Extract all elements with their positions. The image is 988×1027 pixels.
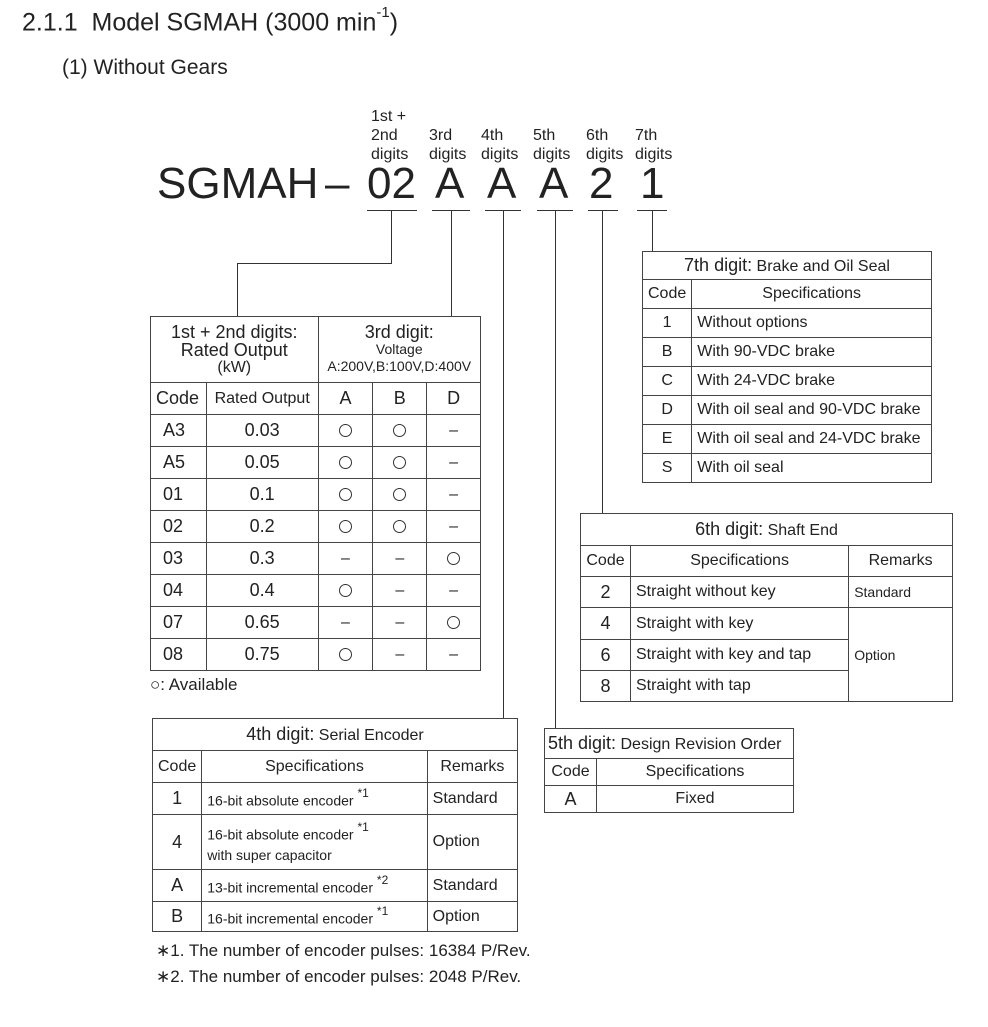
rated-output-header: 1st + 2nd digits: Rated Output (kW) xyxy=(151,317,319,383)
table-row xyxy=(581,577,953,608)
col-header-specifications: Specifications xyxy=(596,759,793,786)
row-rated-output: 0.03 xyxy=(206,415,318,447)
connector-line xyxy=(237,263,238,316)
digit-label-5: 5th digits xyxy=(533,127,571,163)
row-spec xyxy=(202,902,427,932)
row-remark: Standard xyxy=(427,870,517,902)
unavailable-mark: – xyxy=(373,543,427,575)
row-code: 01 xyxy=(151,479,207,511)
table-row xyxy=(151,415,481,447)
col-header-b: B xyxy=(373,383,427,415)
available-mark xyxy=(318,447,373,479)
row-code: E xyxy=(643,425,692,454)
col-header-rated-output: Rated Output xyxy=(206,383,318,415)
row-spec-line xyxy=(207,903,421,929)
footnote-marker: *1 xyxy=(357,786,369,801)
unavailable-mark: – xyxy=(427,511,481,543)
row-spec: With oil seal and 24-VDC brake xyxy=(692,425,932,454)
digit-label-4: 4th digits xyxy=(481,127,519,163)
row-spec-text: 13-bit incremental encoder xyxy=(207,879,377,896)
row-rated-output: 0.65 xyxy=(206,607,318,639)
connector-line xyxy=(451,210,452,316)
column-header-row xyxy=(151,383,481,415)
row-code: B xyxy=(643,338,692,367)
row-remark: Option xyxy=(427,902,517,932)
row-spec-text: 16-bit incremental encoder xyxy=(207,910,377,927)
circle-icon xyxy=(339,584,352,597)
row-spec-text: 16-bit absolute encoder xyxy=(207,826,358,843)
model-dash: – xyxy=(325,159,350,208)
table-row xyxy=(151,607,481,639)
encoder-table-title: 4th digit: Serial Encoder xyxy=(153,719,518,751)
unavailable-mark: – xyxy=(318,607,373,639)
row-remark: Standard xyxy=(427,783,517,815)
model-digit-4: A xyxy=(487,159,517,208)
row-code: A xyxy=(153,870,202,902)
connector-line xyxy=(555,210,556,728)
row-remark: Standard xyxy=(849,577,953,608)
row-spec-line xyxy=(207,872,421,898)
row-spec-line: with super capacitor xyxy=(207,847,332,864)
row-code: 03 xyxy=(151,543,207,575)
design-revision-table xyxy=(544,728,794,813)
unavailable-mark: – xyxy=(318,543,373,575)
available-mark xyxy=(318,575,373,607)
table-row xyxy=(153,783,518,815)
table-row xyxy=(151,639,481,671)
unavailable-mark: – xyxy=(427,575,481,607)
row-rated-output: 0.75 xyxy=(206,639,318,671)
row-spec-line xyxy=(207,819,421,845)
circle-icon xyxy=(393,424,406,437)
row-code: 4 xyxy=(581,608,631,640)
col-header-specifications: Specifications xyxy=(692,280,932,309)
circle-icon xyxy=(447,616,460,629)
row-spec: Straight with key and tap xyxy=(630,640,848,671)
col-header-d: D xyxy=(427,383,481,415)
row-spec: Straight without key xyxy=(630,577,848,608)
available-mark xyxy=(427,543,481,575)
model-digit-7: 1 xyxy=(640,159,665,208)
available-mark xyxy=(318,415,373,447)
row-spec xyxy=(202,815,427,870)
row-code: A xyxy=(545,786,597,813)
table-row xyxy=(643,425,932,454)
row-spec: Straight with tap xyxy=(630,671,848,702)
brake-oil-seal-table xyxy=(642,251,932,483)
connector-line xyxy=(503,210,504,718)
col-header-a: A xyxy=(318,383,373,415)
digit-underline xyxy=(367,210,417,211)
col-header-specifications: Specifications xyxy=(630,546,848,577)
row-rated-output: 0.4 xyxy=(206,575,318,607)
voltage-header: 3rd digit: Voltage A:200V,B:100V,D:400V xyxy=(318,317,480,383)
row-code: A5 xyxy=(151,447,207,479)
table-row xyxy=(643,367,932,396)
footnote-1: ∗1. The number of encoder pulses: 16384 P/Rev. xyxy=(156,941,531,960)
row-code: 02 xyxy=(151,511,207,543)
circle-icon xyxy=(339,424,352,437)
table-row xyxy=(643,338,932,367)
unavailable-mark: – xyxy=(373,607,427,639)
row-code: 1 xyxy=(153,783,202,815)
row-code: A3 xyxy=(151,415,207,447)
unavailable-mark: – xyxy=(427,415,481,447)
table-row xyxy=(153,870,518,902)
col-header-remarks: Remarks xyxy=(849,546,953,577)
shaft-end-table xyxy=(580,513,953,702)
row-code: 07 xyxy=(151,607,207,639)
circle-icon xyxy=(339,520,352,533)
row-rated-output: 0.05 xyxy=(206,447,318,479)
row-spec: With oil seal xyxy=(692,454,932,483)
footnote-marker: *1 xyxy=(357,819,369,834)
row-code: D xyxy=(643,396,692,425)
model-prefix: SGMAH xyxy=(157,159,319,208)
row-rated-output: 0.1 xyxy=(206,479,318,511)
row-remark: Option xyxy=(849,608,953,702)
row-spec xyxy=(202,870,427,902)
table-row xyxy=(151,511,481,543)
availability-legend: ○: Available xyxy=(150,675,238,694)
table-row xyxy=(151,543,481,575)
unavailable-mark: – xyxy=(373,639,427,671)
table-row xyxy=(643,309,932,338)
available-mark xyxy=(373,479,427,511)
digit-label-1-2: 1st + 2nd digits xyxy=(371,108,409,163)
footnote-marker: *2 xyxy=(376,873,389,888)
available-mark xyxy=(373,447,427,479)
digit-label-6: 6th digits xyxy=(586,127,624,163)
row-spec: With 24-VDC brake xyxy=(692,367,932,396)
connector-line xyxy=(602,210,603,513)
unavailable-mark: – xyxy=(427,447,481,479)
row-code: 08 xyxy=(151,639,207,671)
table-row xyxy=(153,902,518,932)
connector-line xyxy=(237,263,392,264)
footnote-2: ∗2. The number of encoder pulses: 2048 P/Rev. xyxy=(156,967,522,986)
circle-icon xyxy=(393,520,406,533)
section-heading: 2.1.1 Model SGMAH (3000 $\min^{-1}$) xyxy=(22,4,399,37)
connector-line xyxy=(391,210,392,263)
row-spec-line xyxy=(207,785,421,811)
row-code: 04 xyxy=(151,575,207,607)
model-digit-3: A xyxy=(435,159,465,208)
available-mark xyxy=(318,639,373,671)
digit-label-7: 7th digits xyxy=(635,127,673,163)
col-header-code: Code xyxy=(581,546,631,577)
row-code: C xyxy=(643,367,692,396)
circle-icon xyxy=(393,456,406,469)
row-code: 2 xyxy=(581,577,631,608)
row-spec: With oil seal and 90-VDC brake xyxy=(692,396,932,425)
circle-icon xyxy=(393,488,406,501)
unavailable-mark: – xyxy=(427,639,481,671)
shaft-table-title: 6th digit: Shaft End xyxy=(581,514,953,546)
circle-icon xyxy=(339,456,352,469)
circle-icon xyxy=(339,648,352,661)
row-code: S xyxy=(643,454,692,483)
col-header-code: Code xyxy=(545,759,597,786)
unavailable-mark: – xyxy=(427,479,481,511)
table-header-row xyxy=(151,317,481,383)
circle-icon xyxy=(339,488,352,501)
table-row xyxy=(151,479,481,511)
row-spec: Fixed xyxy=(596,786,793,813)
row-rated-output: 0.3 xyxy=(206,543,318,575)
table-row xyxy=(581,608,953,640)
row-code: 6 xyxy=(581,640,631,671)
row-code: 1 xyxy=(643,309,692,338)
footnote-marker: *1 xyxy=(376,904,389,919)
unavailable-mark: – xyxy=(373,575,427,607)
available-mark xyxy=(427,607,481,639)
circle-icon xyxy=(447,552,460,565)
row-code: 4 xyxy=(153,815,202,870)
model-digit-6: 2 xyxy=(589,159,614,208)
col-header-code: Code xyxy=(151,383,207,415)
table-row xyxy=(151,447,481,479)
digit-underline xyxy=(588,210,618,211)
row-spec: With 90-VDC brake xyxy=(692,338,932,367)
digit-label-3: 3rd digits xyxy=(429,127,467,163)
row-remark: Option xyxy=(427,815,517,870)
rated-output-table xyxy=(150,316,481,671)
subsection-heading: (1) Without Gears xyxy=(62,56,228,79)
row-spec: Straight with key xyxy=(630,608,848,640)
available-mark xyxy=(318,511,373,543)
design-table-title: 5th digit: Design Revision Order xyxy=(545,729,794,759)
table-row xyxy=(545,786,794,813)
row-spec: Without options xyxy=(692,309,932,338)
table-row xyxy=(643,396,932,425)
row-code: 8 xyxy=(581,671,631,702)
model-digit-5: A xyxy=(539,159,569,208)
available-mark xyxy=(318,479,373,511)
col-header-code: Code xyxy=(153,751,202,783)
serial-encoder-table xyxy=(152,718,518,932)
row-code: B xyxy=(153,902,202,932)
model-digit-1-2: 02 xyxy=(367,159,416,208)
table-row xyxy=(151,575,481,607)
connector-line xyxy=(652,210,653,251)
row-spec-text: 16-bit absolute encoder xyxy=(207,792,358,809)
table-row xyxy=(153,815,518,870)
col-header-remarks: Remarks xyxy=(427,751,517,783)
col-header-code: Code xyxy=(643,280,692,309)
brake-table-title: 7th digit: Brake and Oil Seal xyxy=(643,252,932,280)
row-rated-output: 0.2 xyxy=(206,511,318,543)
table-row xyxy=(643,454,932,483)
available-mark xyxy=(373,511,427,543)
col-header-specifications: Specifications xyxy=(202,751,427,783)
available-mark xyxy=(373,415,427,447)
row-spec xyxy=(202,783,427,815)
